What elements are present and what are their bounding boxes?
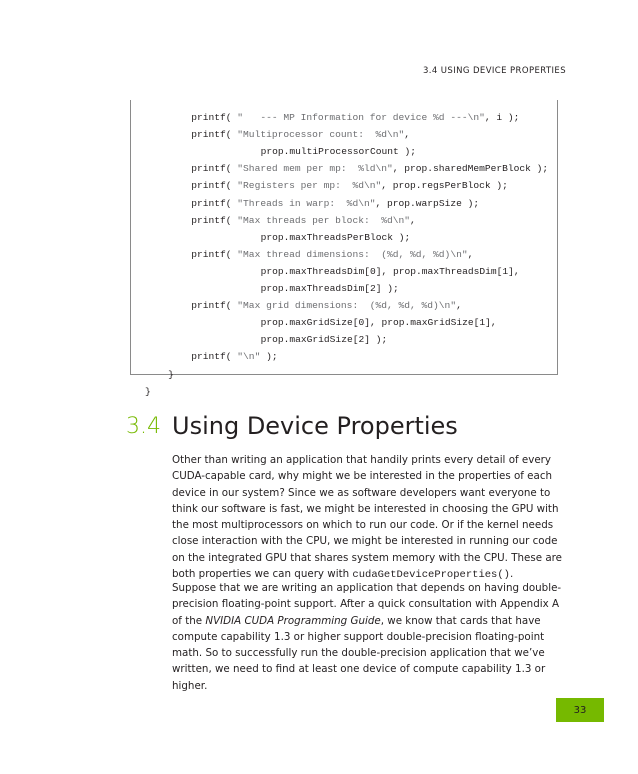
- code-text: , prop.sharedMemPerBlock );: [392, 163, 549, 175]
- inline-code-function: cudaGetDeviceProperties(): [352, 569, 510, 582]
- code-line: [261, 331, 388, 348]
- code-text: , i );: [484, 112, 520, 123]
- code-text: }: [145, 385, 151, 397]
- code-string-literal: "Registers per mp: %d\n": [237, 180, 382, 192]
- code-line: [191, 297, 462, 314]
- code-string-literal: "Max grid dimensions: (%d, %d, %d)\n": [237, 300, 457, 312]
- code-line: [191, 177, 508, 194]
- code-text: printf(: [191, 197, 238, 209]
- code-text: printf(: [191, 180, 238, 192]
- code-text: prop.maxGridSize[0], prop.maxGridSize[1],: [260, 317, 497, 329]
- code-string-literal: "Max thread dimensions: (%d, %d, %d)\n": [237, 248, 468, 260]
- code-string-literal: "Multiprocessor count: %d\n": [237, 129, 405, 141]
- italic-guide-title: NVIDIA CUDA Programming Guide: [205, 614, 381, 627]
- running-header: 3.4 USING DEVICE PROPERTIES: [422, 66, 566, 76]
- code-text: printf(: [191, 214, 238, 226]
- paragraph-device-properties-intro: [172, 452, 572, 583]
- paragraph-end: .: [509, 568, 514, 581]
- code-line: [191, 246, 473, 263]
- code-text: , prop.warpSize );: [375, 197, 480, 209]
- code-text: printf(: [191, 351, 238, 363]
- code-line: [261, 143, 416, 160]
- code-line: [168, 366, 174, 383]
- code-line: [261, 280, 399, 297]
- code-text: printf(: [191, 248, 238, 260]
- code-line: [191, 212, 416, 229]
- code-line: [191, 126, 410, 143]
- code-line: [261, 229, 411, 246]
- paragraph-text-before: Suppose that we are writing an application that depends on having double-precision floating-point support. After a quick consultation with Appendix A of the: [172, 582, 562, 627]
- code-listing-box: [130, 100, 558, 397]
- code-text: }: [168, 368, 174, 380]
- code-text: prop.multiProcessorCount );: [260, 146, 417, 158]
- page-number: 33: [556, 698, 604, 722]
- code-text: printf(: [191, 112, 238, 123]
- code-text: printf(: [191, 163, 238, 175]
- section-number: 3.4: [126, 414, 161, 439]
- code-line: [191, 348, 277, 365]
- code-string-literal: "Shared mem per mp: %ld\n": [237, 163, 393, 175]
- code-line: [191, 109, 519, 126]
- code-text: ,: [410, 214, 416, 226]
- code-text: );: [260, 351, 278, 363]
- paragraph-double-precision: [172, 580, 572, 694]
- paragraph-text: Other than writing an application that handily prints every detail of every CUDA-capable card, why might we be interested in the properties of each device in our system? Since we as software developers want everyone to think our software is fast, we might be interested in choosing the GPU with the most multiprocessors on which to run our code. Or if the kernel needs close interaction with the CPU, we might be interested in running our code on the integrated GPU that shares system memory with the CPU. These are both properties we can query with: [172, 454, 562, 581]
- code-text: prop.maxGridSize[2] );: [260, 334, 388, 346]
- code-string-literal: "Max threads per block: %d\n": [237, 214, 411, 226]
- code-string-literal: "Threads in warp: %d\n": [237, 197, 376, 209]
- code-text: ,: [467, 248, 474, 260]
- code-text: prop.maxThreadsDim[2] );: [260, 283, 399, 294]
- code-text: , prop.regsPerBlock );: [381, 180, 508, 192]
- code-text: ,: [456, 300, 462, 312]
- paragraph-text-after: , we know that cards that have compute capability 1.3 or higher support double-precision floating-point math. So to successfully run the double-precision application that we’ve written, we need to find at least one device of compute capability 1.3 or higher.: [172, 614, 546, 692]
- section-title: Using Device Properties: [172, 412, 458, 440]
- code-line: [145, 383, 151, 400]
- code-line: [261, 314, 497, 331]
- code-text: prop.maxThreadsDim[0], prop.maxThreadsDim[1],: [260, 265, 520, 277]
- code-text: prop.maxThreadsPerBlock );: [260, 231, 411, 243]
- code-line: [191, 160, 548, 177]
- code-line: [261, 263, 520, 280]
- code-string-literal: "\n": [237, 351, 261, 363]
- code-line: [191, 195, 479, 212]
- code-string-literal: " --- MP Information for device %d ---\n": [237, 112, 485, 123]
- code-text: ,: [404, 129, 411, 141]
- code-text: printf(: [191, 300, 238, 312]
- code-text: printf(: [191, 129, 238, 141]
